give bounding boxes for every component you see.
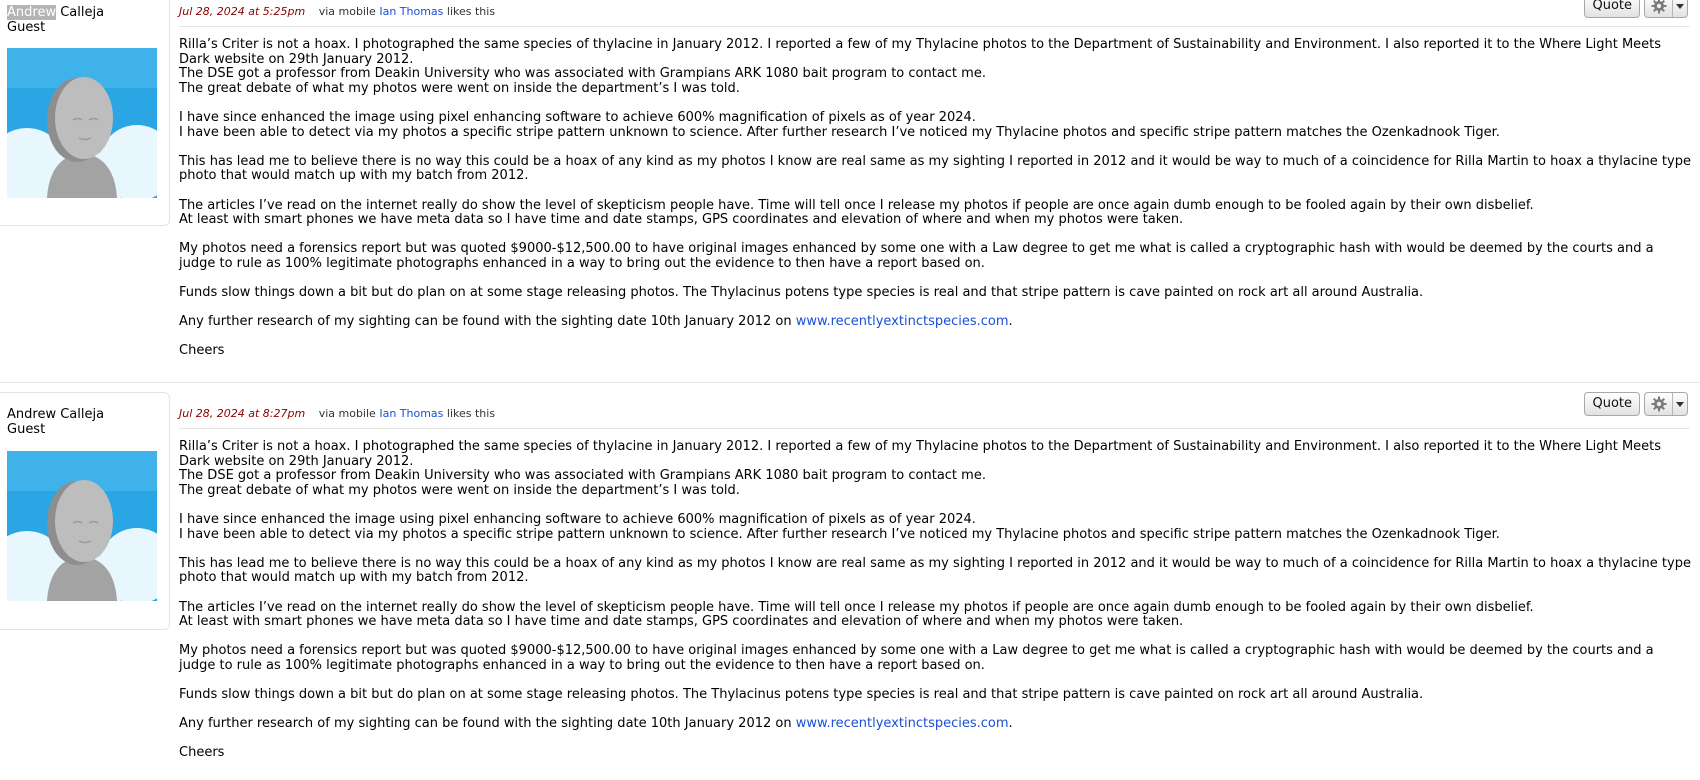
author-first-name: Andrew [7,5,57,20]
author-role: Guest [7,20,46,35]
options-menu-button[interactable] [1644,0,1688,18]
post-date[interactable]: Jul 28, 2024 at 8:27pm [179,407,306,420]
paragraph [179,557,1691,586]
default-avatar-icon [7,48,157,198]
options-menu-button[interactable] [1644,392,1688,416]
author-panel [0,392,170,630]
caret-down-icon [1673,402,1687,407]
text-line: I have been able to detect via my photos a specific stripe pattern unknown to science. After further research I’ve noticed my Thylacine photos and specific stripe pattern matches the Ozenkadnook Tiger. [179,124,1500,140]
post-via: via mobile [318,5,376,18]
text-line: This has lead me to believe there is no way this could be a hoax of any kind as my photos I know are real same as my sighting I reported in 2012 and it would be way to much of a coincidence for Rilla Martin to hoax a thylacine type photo that would match up with my batch from 2012. [179,555,1691,586]
post-body [179,38,1691,374]
paragraph [179,513,1691,542]
paragraph [179,242,1691,271]
caret-down-icon [1673,4,1687,9]
text-line: At least with smart phones we have meta data so I have time and date stamps, GPS coordinates and elevation of where and when my photos were taken. [179,614,1184,630]
text-line: The great debate of what my photos were went on inside the department’s I was told. [179,80,740,96]
text-line: My photos need a forensics report but was quoted $9000-$12,500.00 to have original images enhanced by some one with a Law degree to get me what is called a cryptographic hash with would be deemed by the courts and a judge to rule as 100% legitimate photographs enhanced in a way to bring out the evidence to then have a report based on. [179,241,1654,271]
author-last-name: Calleja [60,407,105,422]
gear-icon [1645,0,1673,17]
text-line: The great debate of what my photos were went on inside the department’s I was told. [179,482,740,498]
text-line: My photos need a forensics report but was quoted $9000-$12,500.00 to have original images enhanced by some one with a Law degree to get me what is called a cryptographic hash with would be deemed by the courts and a judge to rule as 100% legitimate photographs enhanced in a way to bring out the evidence to then have a report based on. [179,643,1654,673]
signoff: Cheers [179,343,225,359]
paragraph [179,38,1691,96]
text-line: At least with smart phones we have meta data so I have time and date stamps, GPS coordinates and elevation of where and when my photos were taken. [179,212,1184,228]
post-date[interactable]: Jul 28, 2024 at 5:25pm [179,5,306,18]
paragraph [179,155,1691,184]
post-meta [179,4,495,20]
text-line: Rilla’s Criter is not a hoax. I photographed the same species of thylacine in January 2012. I reported a few of my Thylacine photos to the Department of Sustainability and Environment. I also reported it to the Where Light Meets Dark website on 29th January 2012. [179,37,1662,67]
paragraph [179,315,1691,330]
quote-button[interactable]: Quote [1584,0,1640,18]
text-line: Funds slow things down a bit but do plan on at some stage releasing photos. The Thylacinus potens type species is real and that stripe pattern is cave painted on rock art all around Australia. [179,285,1424,301]
liker-link[interactable]: Ian Thomas [379,5,444,18]
post-body [179,440,1691,776]
post-divider [0,382,1700,383]
meta-divider [179,26,1690,27]
liker-link[interactable]: Ian Thomas [379,407,444,420]
paragraph [179,286,1691,301]
text-line: The articles I’ve read on the internet really do show the level of skepticism people have. Time will tell once I release my photos if people are once again dumb enough to be fooled again by their own disbelief. [179,599,1534,615]
paragraph [179,199,1691,228]
post-controls [1584,0,1688,18]
text-line: I have been able to detect via my photos a specific stripe pattern unknown to science. After further research I’ve noticed my Thylacine photos and specific stripe pattern matches the Ozenkadnook Tiger. [179,526,1500,542]
post [0,392,1700,780]
paragraph [179,717,1691,732]
author-role: Guest [7,422,46,437]
paragraph [179,644,1691,673]
post [0,0,1700,366]
post-controls [1584,392,1688,416]
gear-icon [1645,393,1673,415]
paragraph [179,111,1691,140]
meta-divider [179,428,1690,429]
external-link[interactable]: www.recentlyextinctspecies.com [795,716,1009,732]
link-suffix: . [1008,716,1013,732]
text-line: The DSE got a professor from Deakin University who was associated with Grampians ARK 1080 bait program to contact me. [179,468,986,484]
likes-text: likes this [446,407,496,420]
quote-button[interactable]: Quote [1584,392,1640,416]
paragraph [179,688,1691,703]
text-line: Any further research of my sighting can be found with the sighting date 10th January 2012 on [179,716,792,732]
signoff: Cheers [179,745,225,761]
link-suffix: . [1008,314,1013,330]
author-last-name: Calleja [60,5,105,20]
external-link[interactable]: www.recentlyextinctspecies.com [795,314,1009,330]
text-line: I have since enhanced the image using pixel enhancing software to achieve 600% magnification of pixels as of year 2024. [179,109,976,125]
text-line: Funds slow things down a bit but do plan on at some stage releasing photos. The Thylacinus potens type species is real and that stripe pattern is cave painted on rock art all around Australia. [179,687,1424,703]
post-via: via mobile [318,407,376,420]
author-name[interactable] [7,5,104,20]
text-line: The articles I’ve read on the internet really do show the level of skepticism people have. Time will tell once I release my photos if people are once again dumb enough to be fooled again by their own disbelief. [179,197,1534,213]
text-line: This has lead me to believe there is no way this could be a hoax of any kind as my photos I know are real same as my sighting I reported in 2012 and it would be way to much of a coincidence for Rilla Martin to hoax a thylacine type photo that would match up with my batch from 2012. [179,153,1691,184]
text-line: Any further research of my sighting can be found with the sighting date 10th January 2012 on [179,314,792,330]
likes-text: likes this [446,5,496,18]
text-line: The DSE got a professor from Deakin University who was associated with Grampians ARK 1080 bait program to contact me. [179,66,986,82]
avatar[interactable] [7,48,157,198]
text-line: Rilla’s Criter is not a hoax. I photographed the same species of thylacine in January 2012. I reported a few of my Thylacine photos to the Department of Sustainability and Environment. I also reported it to the Where Light Meets Dark website on 29th January 2012. [179,439,1662,469]
post-meta [179,406,495,422]
author-first-name: Andrew [7,407,57,422]
avatar[interactable] [7,451,157,601]
author-name[interactable] [7,407,104,422]
paragraph [179,601,1691,630]
default-avatar-icon [7,451,157,601]
paragraph [179,440,1691,498]
text-line: I have since enhanced the image using pixel enhancing software to achieve 600% magnification of pixels as of year 2024. [179,511,976,527]
author-panel [0,0,170,226]
